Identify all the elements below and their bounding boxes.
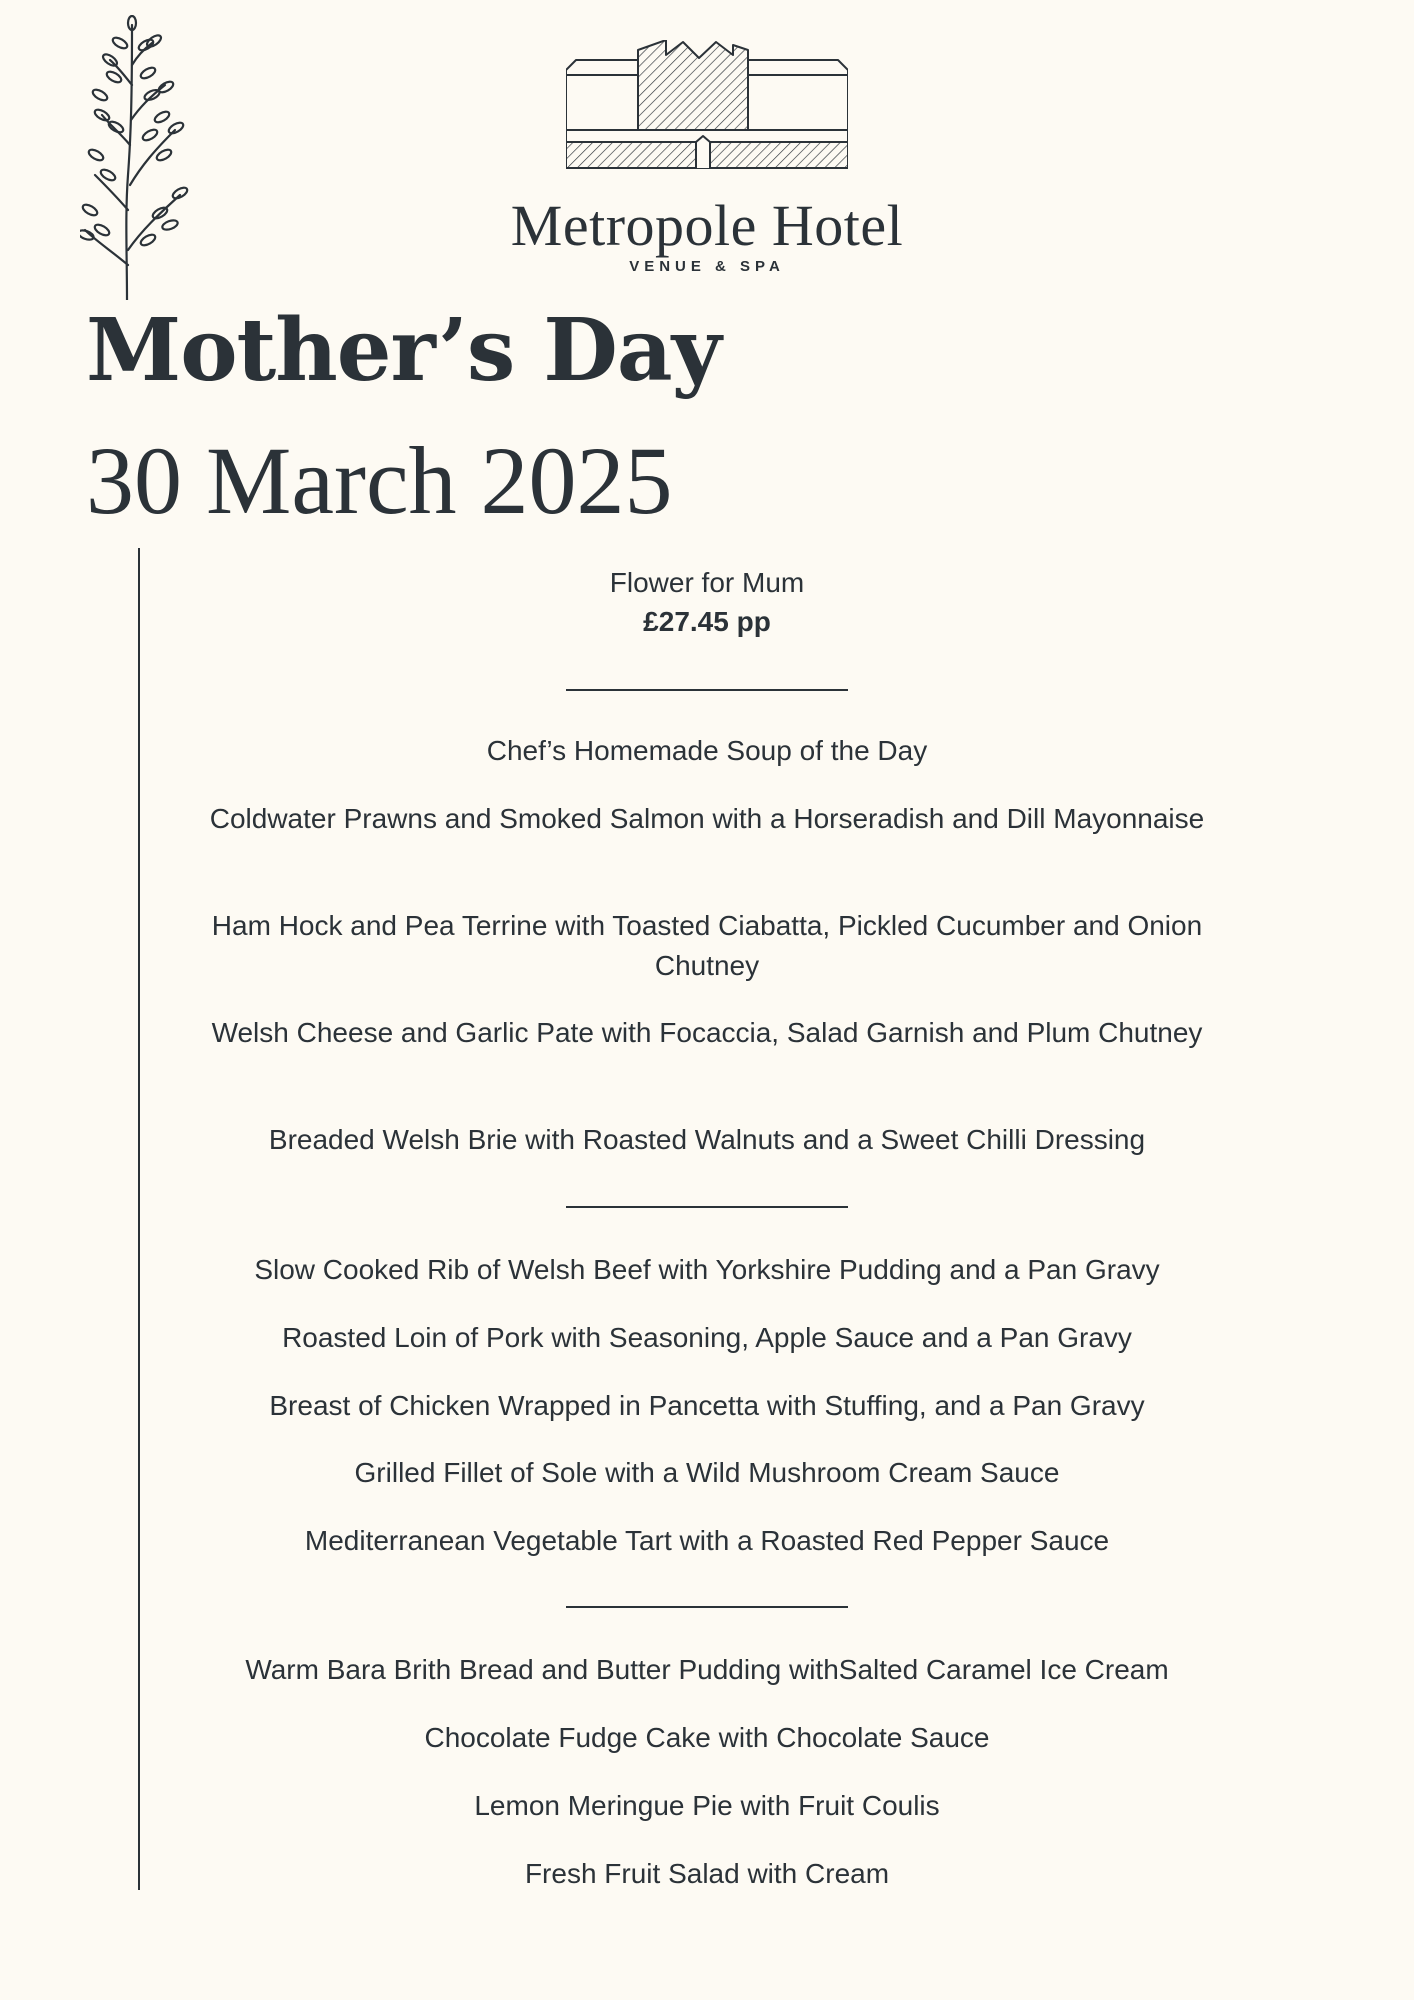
menu-item-dessert: Chocolate Fudge Cake with Chocolate Sauce (424, 1722, 990, 1753)
menu-item-dessert: Fresh Fruit Salad with Cream (524, 1858, 890, 1889)
menu-item-main: Grilled Fillet of Sole with a Wild Mushroom Cream Sauce (354, 1457, 1060, 1488)
menu-item-starter: Chef’s Homemade Soup of the Day (486, 735, 928, 766)
section-divider (566, 689, 848, 691)
package-name: Flower for Mum (609, 567, 805, 598)
menu-item-dessert: Warm Bara Brith Bread and Butter Pudding withSalted Caramel Ice Cream (245, 1654, 1169, 1685)
page-title: Mother’s Day (86, 300, 721, 401)
hotel-building-icon (566, 40, 848, 170)
menu-item-main: Breast of Chicken Wrapped in Pancetta with Stuffing, and a Pan Gravy (269, 1390, 1145, 1421)
section-divider (566, 1606, 848, 1608)
menu-item-dessert: Lemon Meringue Pie with Fruit Coulis (474, 1790, 940, 1821)
vertical-divider (138, 548, 140, 1890)
menu-item-starter: Ham Hock and Pea Terrine with Toasted Ciabatta, Pickled Cucumber and Onion Chutney (211, 910, 1203, 981)
menu-item-starter: Breaded Welsh Brie with Roasted Walnuts and a Sweet Chilli Dressing (268, 1124, 1146, 1155)
menu-item-starter: Coldwater Prawns and Smoked Salmon with a Horseradish and Dill Mayonnaise (209, 803, 1205, 834)
hotel-name: Metropole Hotel (510, 193, 904, 258)
section-divider (566, 1206, 848, 1208)
menu-item-main: Mediterranean Vegetable Tart with a Roasted Red Pepper Sauce (304, 1525, 1110, 1556)
menu-item-starter: Welsh Cheese and Garlic Pate with Focaccia, Salad Garnish and Plum Chutney (211, 1017, 1203, 1048)
menu-item-main: Roasted Loin of Pork with Seasoning, Apple Sauce and a Pan Gravy (282, 1322, 1132, 1353)
menu-item-main: Slow Cooked Rib of Welsh Beef with Yorkshire Pudding and a Pan Gravy (254, 1254, 1160, 1285)
package-price: £27.45 pp (643, 606, 771, 637)
event-date: 30 March 2025 (86, 427, 673, 534)
hotel-subtitle: VENUE & SPA (629, 258, 785, 275)
